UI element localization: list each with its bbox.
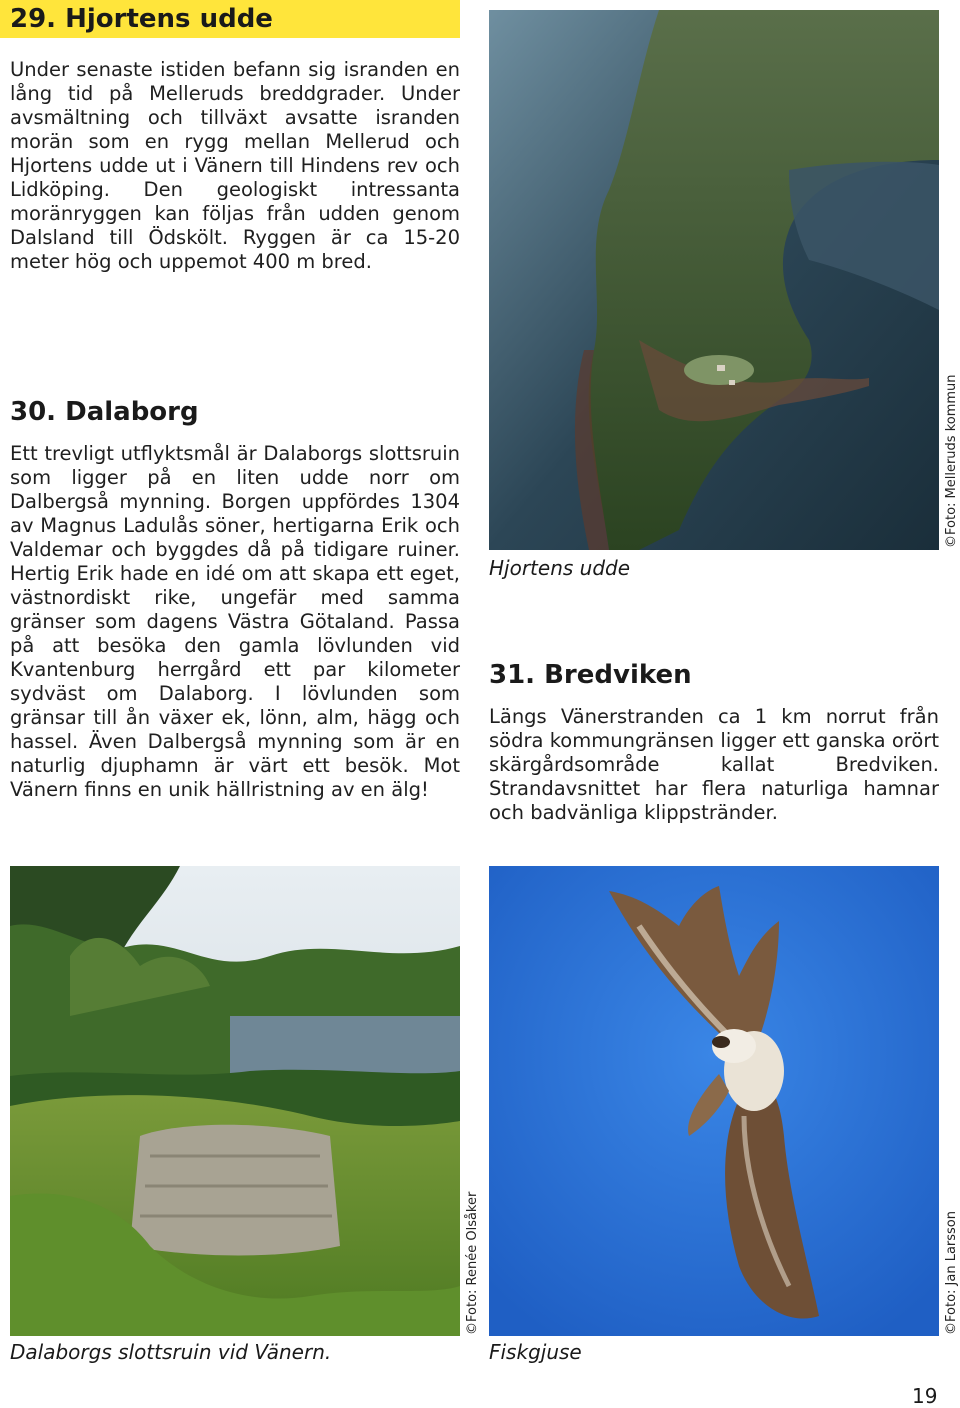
fiskgjuse-credit: ©Foto: Jan Larsson <box>944 1211 959 1335</box>
hjortens-udde-credit: ©Foto: Melleruds kommun <box>944 374 959 548</box>
section-30-body: Ett trevligt utflyktsmål är Dalaborgs slottsruin som ligger på en liten udde norr om Dalbergså mynning. Borgen uppfördes 1304 av Magnus Ladulås söner, hertigarna Erik och Valdemar och byggdes då på tidigare ruiner. Hertig Erik hade en idé om att skapa ett eget, västnordiskt rike, ungefär med samma gränser som dagens Västra Götaland. Passa på att besöka den gamla lövlunden vid Kvantenburg herrgård ett par kilometer sydväst om Dalaborg. I lövlunden som gränsar till ån växer ek, lönn, alm, hägg och hassel. Även Dalbergså mynning som är en naturlig djuphamn är värt ett besök. Mot Vänern finns en unik hällristning av en älg! <box>10 442 460 801</box>
section-29-body: Under senaste istiden befann sig isranden en lång tid på Melleruds breddgrader. Under avsmältning och tillväxt avsatte isranden morän som en rygg mellan Mellerud och Hjortens udde ut i Vänern till Hindens rev och Lidköping. Den geologiskt intressanta moränryggen kan följas från udden genom Dalsland till Ödskölt. Ryggen är ca 15-20 meter hög och uppemot 400 m bred. <box>10 58 460 273</box>
page-number: 19 <box>912 1384 938 1408</box>
dalaborg-credit: ©Foto: Renée Olsåker <box>465 1191 480 1335</box>
section-30-heading: 30. Dalaborg <box>10 397 199 427</box>
section-31-heading: 31. Bredviken <box>489 660 692 690</box>
section-29-heading: 29. Hjortens udde <box>0 0 460 38</box>
dalaborg-caption: Dalaborgs slottsruin vid Vänern. <box>10 1340 332 1364</box>
hjortens-udde-photo <box>489 10 939 550</box>
hjortens-udde-caption: Hjortens udde <box>489 556 631 580</box>
dalaborg-ruin-photo <box>10 866 460 1336</box>
section-31-body: Längs Vänerstranden ca 1 km norrut från södra kommungränsen ligger ett ganska orört skärgårdsområde kallat Bredviken. Strandavsnittet har flera naturliga hamnar och badvänliga klippstränder. <box>489 705 939 824</box>
fiskgjuse-photo <box>489 866 939 1336</box>
fiskgjuse-caption: Fiskgjuse <box>489 1340 582 1364</box>
